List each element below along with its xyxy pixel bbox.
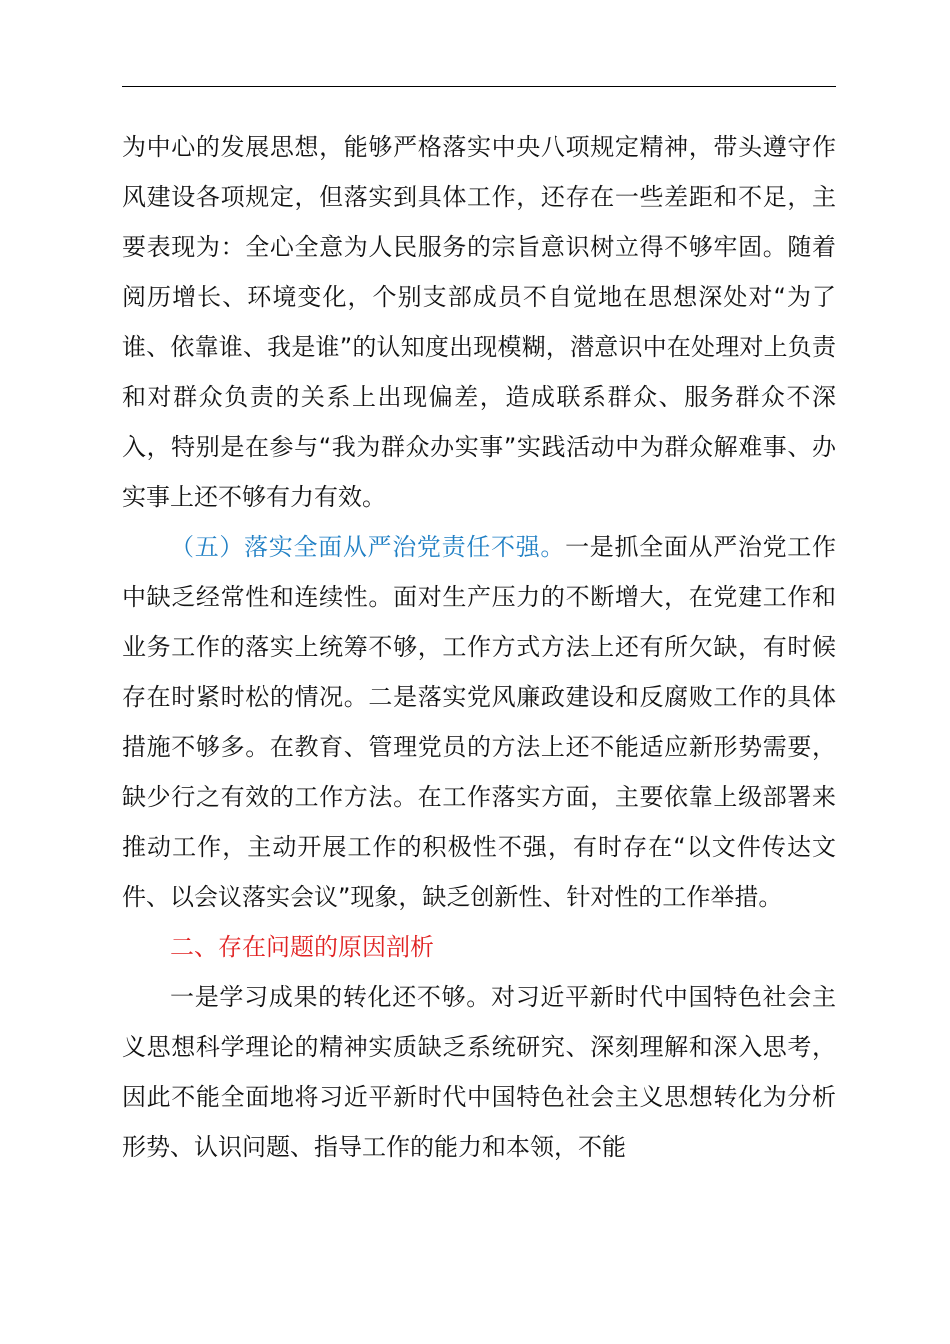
subheading-5: （五）落实全面从严治党责任不强。 [170, 533, 566, 561]
paragraph-3: 一是学习成果的转化还不够。对习近平新时代中国特色社会主义思想科学理论的精神实质缺乏系统研究、深刻理解和深入思考，因此不能全面地将习近平新时代中国特色社会主义思想转化为分析形势、认识问题、指导工作的能力和本领，不能 [122, 983, 836, 1161]
document-body [122, 122, 836, 1172]
paragraph-2-body: 一是抓全面从严治党工作中缺乏经常性和连续性。面对生产压力的不断增大，在党建工作和业务工作的落实上统筹不够，工作方式方法上还有所欠缺，有时候存在时紧时松的情况。二是落实党风廉政建设和反腐败工作的具体措施不够多。在教育、管理党员的方法上还不能适应新形势需要，缺少行之有效的工作方法。在工作落实方面，主要依靠上级部署来推动工作，主动开展工作的积极性不强，有时存在“以文件传达文件、以会议落实会议”现象，缺乏创新性、针对性的工作举措。 [122, 533, 837, 911]
section-heading-2: 二、存在问题的原因剖析 [170, 933, 434, 961]
header-rule [122, 86, 836, 87]
paragraph-2 [122, 522, 836, 922]
paragraph-1: 为中心的发展思想，能够严格落实中央八项规定精神，带头遵守作风建设各项规定，但落实到具体工作，还存在一些差距和不足，主要表现为：全心全意为人民服务的宗旨意识树立得不够牢固。随着阅历增长、环境变化，个别支部成员不自觉地在思想深处对“为了谁、依靠谁、我是谁”的认知度出现模糊，潜意识中在处理对上负责和对群众负责的关系上出现偏差，造成联系群众、服务群众不深入，特别是在参与“我为群众办实事”实践活动中为群众解难事、办实事上还不够有力有效。 [122, 133, 836, 511]
